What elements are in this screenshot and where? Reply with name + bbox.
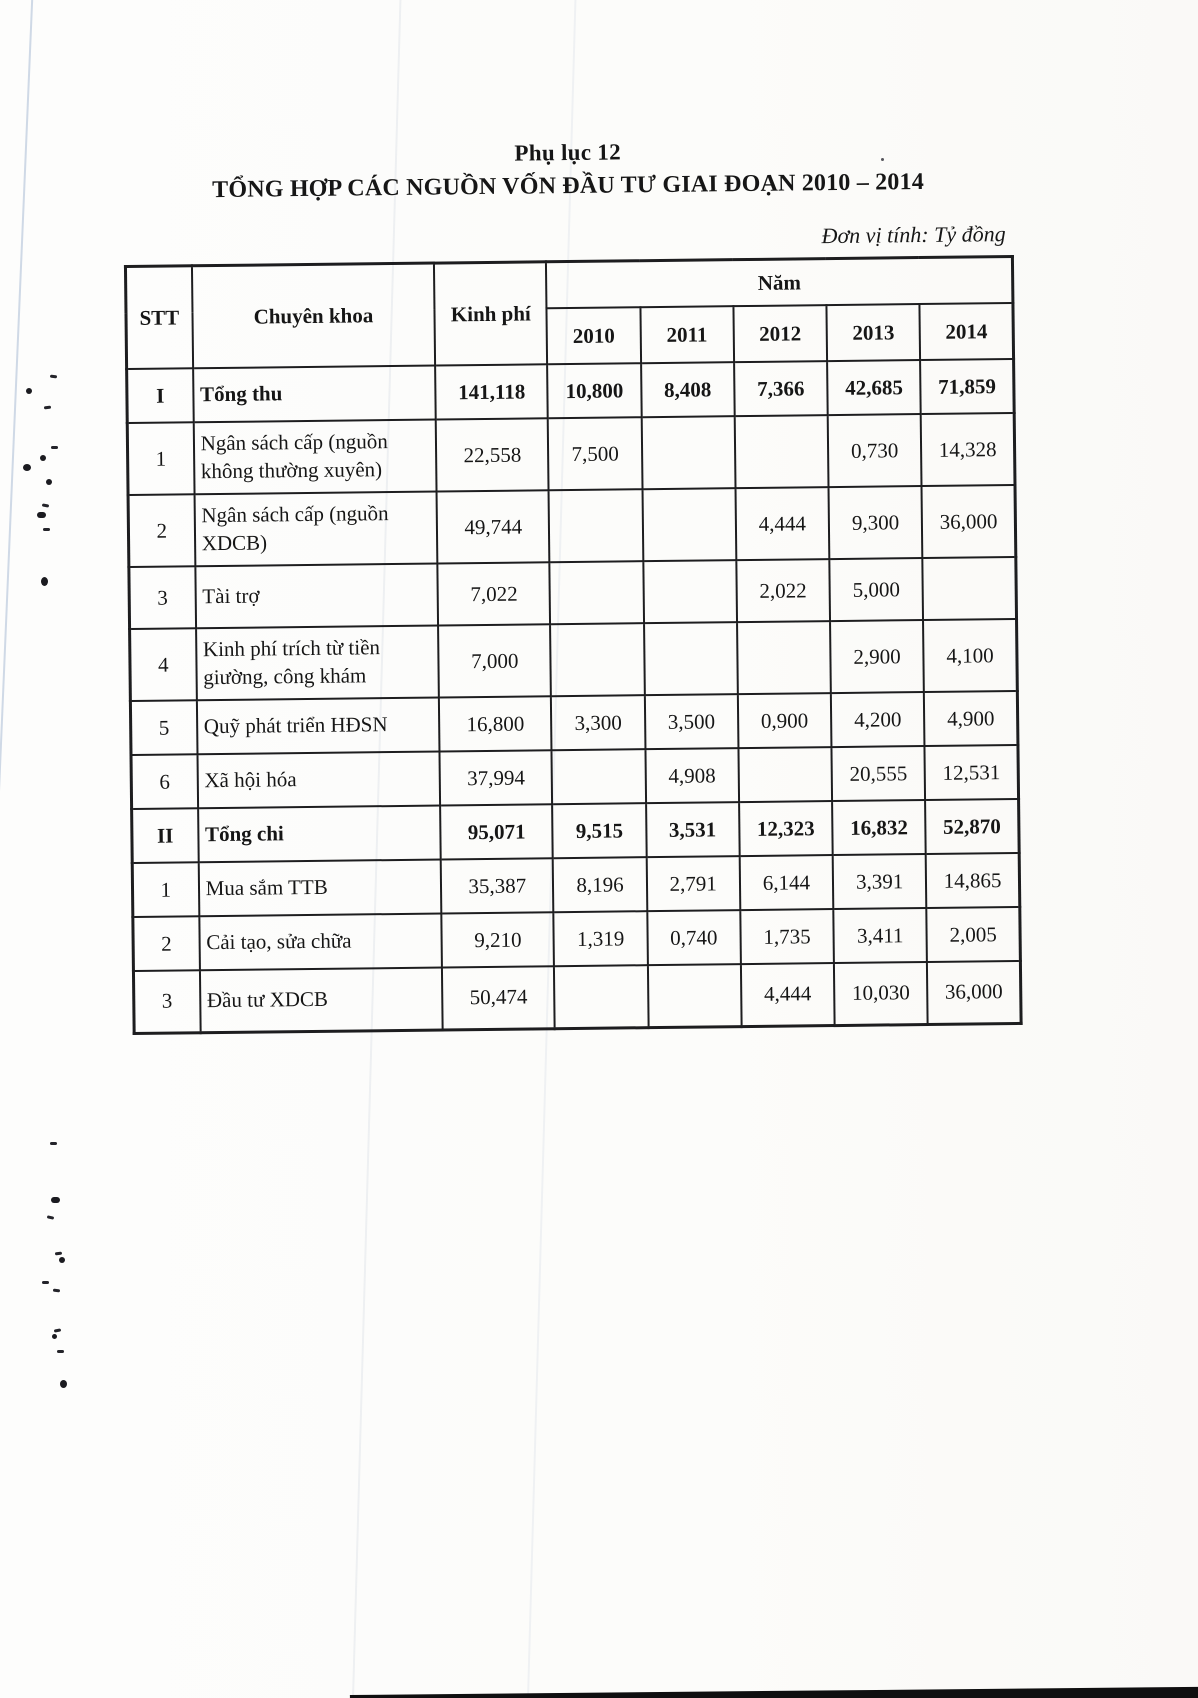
row-budget: 49,744 <box>437 490 550 563</box>
row-budget: 7,022 <box>438 562 551 625</box>
value-2014: 2,005 <box>927 907 1021 962</box>
value-2013: 9,300 <box>829 486 923 559</box>
row-budget: 141,118 <box>435 364 548 419</box>
value-2012: 7,366 <box>734 361 828 416</box>
value-2010: 1,319 <box>554 911 648 966</box>
value-2013: 3,391 <box>833 854 927 909</box>
scan-mark <box>52 1334 57 1339</box>
scan-mark <box>50 1142 57 1145</box>
value-2011: 4,908 <box>645 748 739 803</box>
row-name: Xã hội hóa <box>197 752 440 809</box>
row-name: Cải tạo, sửa chữa <box>199 914 442 971</box>
scan-mark <box>46 479 52 485</box>
scan-mark <box>51 446 58 449</box>
value-2011 <box>644 622 738 695</box>
scan-mark <box>47 1215 54 1219</box>
table-row <box>130 691 1018 755</box>
scanner-edge-shadow <box>350 1686 1198 1698</box>
row-name: Tài trợ <box>195 564 438 629</box>
table-row <box>129 557 1017 629</box>
table-row-total-revenue <box>127 359 1015 423</box>
row-budget: 95,071 <box>440 804 553 859</box>
value-2010 <box>550 623 644 696</box>
value-2011 <box>641 416 735 489</box>
value-2010 <box>550 561 644 624</box>
scan-mark <box>43 528 50 531</box>
value-2011: 0,740 <box>647 910 741 965</box>
table-row <box>128 485 1016 567</box>
col-header-2012: 2012 <box>733 305 827 362</box>
value-2013: 3,411 <box>833 908 927 963</box>
row-index: 1 <box>132 862 199 917</box>
row-index: 3 <box>129 566 196 629</box>
value-2012 <box>738 747 832 802</box>
value-2014: 71,859 <box>920 359 1014 414</box>
value-2013: 42,685 <box>827 360 921 415</box>
value-2014: 52,870 <box>925 799 1019 854</box>
col-header-stt: STT <box>125 266 192 369</box>
row-index: 3 <box>133 970 200 1033</box>
scan-mark <box>54 1328 61 1332</box>
scan-mark <box>50 375 57 379</box>
col-header-2014: 2014 <box>920 303 1014 360</box>
scan-mark <box>23 464 31 471</box>
value-2012: 1,735 <box>740 909 834 964</box>
scan-mark <box>40 455 46 461</box>
row-index: 4 <box>130 628 197 701</box>
row-name: Quỹ phát triển HĐSN <box>197 698 440 755</box>
scan-mark <box>44 406 51 410</box>
scan-mark <box>60 1380 67 1388</box>
table-row <box>132 853 1020 917</box>
page-title: TỔNG HỢP CÁC NGUỒN VỐN ĐẦU TƯ GIAI ĐOẠN 2010 – 2014 <box>212 168 925 204</box>
value-2012 <box>737 621 831 694</box>
value-2014: 4,100 <box>923 619 1017 692</box>
value-2012: 2,022 <box>736 559 830 622</box>
row-index: I <box>127 368 194 423</box>
row-index: II <box>132 808 199 863</box>
col-header-specialty: Chuyên khoa <box>192 263 436 368</box>
table-row <box>133 907 1021 971</box>
value-2010: 9,515 <box>553 803 647 858</box>
value-2011 <box>643 560 737 623</box>
value-2011: 3,531 <box>646 802 740 857</box>
value-2011 <box>648 964 742 1027</box>
scan-mark <box>41 577 48 586</box>
scanner-streak <box>0 0 34 1698</box>
scan-mark <box>37 512 46 518</box>
row-budget: 35,387 <box>441 858 554 913</box>
scan-mark <box>26 388 32 394</box>
row-index: 2 <box>128 494 195 567</box>
value-2012: 4,444 <box>735 487 829 560</box>
row-budget: 9,210 <box>441 912 554 967</box>
value-2010: 7,500 <box>548 417 642 490</box>
row-index: 5 <box>130 700 197 755</box>
value-2014: 36,000 <box>922 485 1016 558</box>
row-name: Mua sắm TTB <box>198 860 441 917</box>
col-header-2011: 2011 <box>640 306 734 363</box>
value-2013: 16,832 <box>832 800 926 855</box>
row-name: Tổng chi <box>198 806 441 863</box>
value-2011: 8,408 <box>641 362 735 417</box>
scan-mark <box>51 1197 60 1203</box>
row-budget: 22,558 <box>436 418 549 491</box>
value-2011 <box>642 488 736 561</box>
investment-sources-table <box>124 255 1023 1035</box>
value-2014: 4,900 <box>924 691 1018 746</box>
value-2014 <box>923 557 1017 620</box>
value-2013: 0,730 <box>828 414 922 487</box>
value-2012: 4,444 <box>741 963 835 1026</box>
col-header-budget: Kinh phí <box>434 262 547 366</box>
col-header-2010: 2010 <box>547 307 641 364</box>
scan-mark <box>59 1257 65 1263</box>
value-2012 <box>735 415 829 488</box>
value-2011: 2,791 <box>646 856 740 911</box>
value-2014: 14,865 <box>926 853 1020 908</box>
row-index: 2 <box>133 916 200 971</box>
value-2010 <box>552 749 646 804</box>
row-index: 6 <box>131 754 198 809</box>
scan-mark <box>53 1289 60 1293</box>
document-content <box>121 0 1023 1035</box>
value-2013: 10,030 <box>834 962 928 1025</box>
value-2010 <box>554 965 648 1028</box>
row-budget: 16,800 <box>439 696 552 751</box>
row-name: Đầu tư XDCB <box>200 968 443 1033</box>
unit-note: Đơn vị tính: Tỷ đồng <box>821 221 1006 249</box>
value-2013: 5,000 <box>829 558 923 621</box>
value-2010: 8,196 <box>553 857 647 912</box>
row-budget: 50,474 <box>442 966 555 1029</box>
table-row <box>131 745 1019 809</box>
table-row-total-expense <box>132 799 1020 863</box>
value-2010: 3,300 <box>551 695 645 750</box>
table-row <box>130 619 1018 701</box>
value-2012: 0,900 <box>738 693 832 748</box>
row-budget: 7,000 <box>438 624 551 697</box>
value-2014: 14,328 <box>921 413 1015 486</box>
value-2012: 6,144 <box>740 855 834 910</box>
table-row <box>127 413 1015 495</box>
value-2014: 12,531 <box>925 745 1019 800</box>
value-2013: 20,555 <box>831 746 925 801</box>
value-2012: 12,323 <box>739 801 833 856</box>
row-name: Kinh phí trích từ tiền giường, công khám <box>196 626 439 701</box>
table-row <box>133 961 1021 1033</box>
value-2013: 2,900 <box>830 620 924 693</box>
value-2014: 36,000 <box>927 961 1021 1024</box>
value-2010 <box>549 489 643 562</box>
row-budget: 37,994 <box>440 750 553 805</box>
row-name: Ngân sách cấp (nguồn XDCB) <box>194 492 437 567</box>
value-2011: 3,500 <box>644 694 738 749</box>
row-name: Tổng thu <box>193 366 436 423</box>
row-name: Ngân sách cấp (nguồn không thường xuyên) <box>193 420 436 495</box>
scan-mark <box>42 503 49 507</box>
col-header-2013: 2013 <box>826 304 920 361</box>
col-header-year-group: Năm <box>546 256 1013 308</box>
appendix-label: Phụ lục 12 <box>514 139 622 166</box>
value-2013: 4,200 <box>831 692 925 747</box>
value-2010: 10,800 <box>548 363 642 418</box>
scan-mark <box>57 1350 64 1353</box>
row-index: 1 <box>127 422 194 495</box>
scan-mark <box>55 1252 62 1256</box>
scan-mark <box>42 1281 49 1284</box>
